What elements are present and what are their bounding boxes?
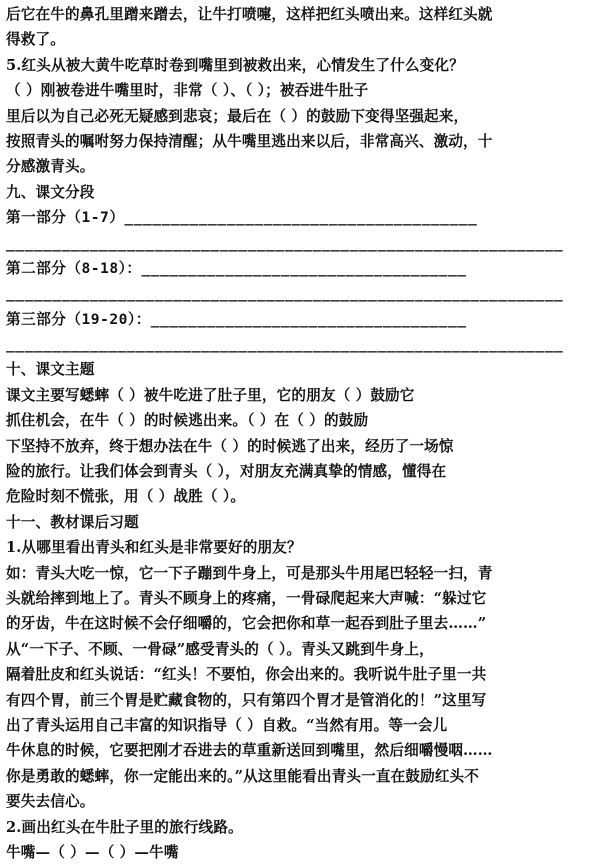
text-line: 分感激青头。 <box>6 158 95 176</box>
part-2-line: 第二部分（8-18）：___________________________________ <box>6 259 467 277</box>
section-heading-11: 十一、教材课后习题 <box>6 513 139 531</box>
text-line: 头就给摔到地上了。青头不顾身上的疼痛，一骨碌爬起来大声喊：“躲过它 <box>6 589 487 607</box>
text-line: 的牙齿，牛在这时候不会仔细嚼的，它会把你和草一起吞到肚子里去……” <box>6 615 487 633</box>
text-line: 课文主要写蟋蟀（ ）被牛吃进了肚子里，它的朋友（ ）鼓励它 <box>6 386 415 404</box>
question-2: 2.画出红头在牛肚子里的旅行线路。 <box>6 818 243 836</box>
text-line: 里后以为自己必死无疑感到悲哀；最后在（ ）的鼓励下变得坚强起来， <box>6 107 469 125</box>
text-line: 有四个胃，前三个胃是贮藏食物的，只有第四个胃才是管消化的！”这里写 <box>6 691 487 709</box>
section-heading-10: 十、课文主题 <box>6 361 95 379</box>
text-line: 隔着肚皮和红头说话：“红头！不要怕，你会出来的。我听说牛肚子里一共 <box>6 666 487 684</box>
text-line: 得救了。 <box>6 31 65 49</box>
question-5: 5.红头从被大黄牛吃草时卷到嘴里到被救出来，心情发生了什么变化？ <box>6 56 464 74</box>
text-line: （ ）刚被卷进牛嘴里时，非常（ ）、（ ）；被吞进牛肚子 <box>6 82 369 100</box>
text-line: 险的旅行。让我们体会到青头（ ），对朋友充满真挚的情感，懂得在 <box>6 463 447 481</box>
text-line: 如：青头大吃一惊，它一下子蹦到牛身上，可是那头牛用尾巴轻轻一扫，青 <box>6 564 493 582</box>
text-line: 按照青头的嘱咐努力保持清醒；从牛嘴里逃出来以后，非常高兴、激动，十 <box>6 132 493 150</box>
section-heading-9: 九、课文分段 <box>6 183 95 201</box>
text-line: 抓住机会，在牛（ ）的时候逃出来。（ ）在（ ）的鼓励 <box>6 412 369 430</box>
text-line: 你是勇敢的蟋蟀，你一定能出来的。”从这里能看出青头一直在鼓励红头不 <box>6 767 480 785</box>
blank-line: ____________________________________________________________ <box>6 234 564 252</box>
blank-line: ____________________________________________________________ <box>6 285 564 303</box>
text-line: 下坚持不放弃，终于想办法在牛（ ）的时候逃了出来，经历了一场惊 <box>6 437 454 455</box>
part-1-line: 第一部分（1-7）______________________________________ <box>6 209 478 227</box>
text-line: 要失去信心。 <box>6 793 95 811</box>
text-line: 牛休息的时候，它要把刚才吞进去的草重新送回到嘴里，然后细嚼慢咽…… <box>6 742 493 760</box>
blank-line: ____________________________________________________________ <box>6 336 564 354</box>
text-line: 危险时刻不慌张，用（ ）战胜（ ）。 <box>6 488 246 506</box>
part-3-line: 第三部分（19-20）：__________________________________ <box>6 310 467 328</box>
text-line: 后它在牛的鼻孔里蹭来蹭去，让牛打喷嚏，这样把红头喷出来。这样红头就 <box>6 6 493 23</box>
text-line: 出了青头运用自己丰富的知识指导（ ）自救。“当然有用。等一会儿 <box>6 716 448 734</box>
question-1: 1.从哪里看出青头和红头是非常要好的朋友？ <box>6 539 302 557</box>
text-line: 从“一下子、不顾、一骨碌”感受青头的（ ）。青头又跳到牛身上， <box>6 640 434 658</box>
route-line: 牛嘴—（ ）—（ ）—牛嘴 <box>6 843 179 861</box>
